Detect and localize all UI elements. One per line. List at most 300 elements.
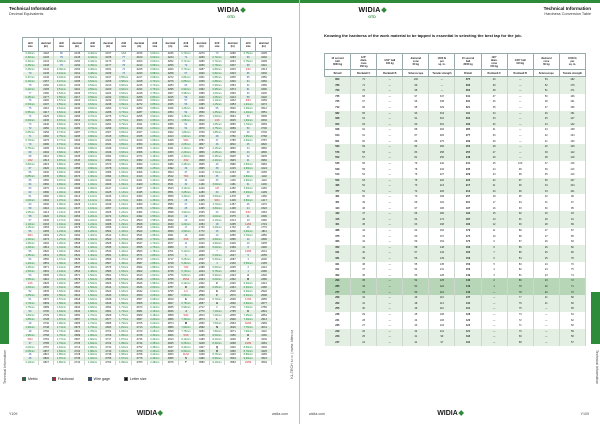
table-cell: 388 xyxy=(325,228,351,234)
table-cell: 29 xyxy=(351,312,377,318)
table-cell: 39 xyxy=(481,83,507,89)
table-cell: 34 xyxy=(533,183,559,189)
table-cell: 182 xyxy=(559,77,585,83)
table-cell: 95 xyxy=(403,105,429,111)
drill-size-cell: 61 xyxy=(23,195,39,199)
decimal-cell: .0280 xyxy=(194,60,210,64)
decimal-cell: .3125 xyxy=(194,334,210,338)
drill-size-cell: 1,80mm xyxy=(178,131,194,135)
drill-size-cell: 4,00mm xyxy=(209,214,225,218)
table-cell: 363 xyxy=(325,239,351,245)
decimal-cell: .0386 xyxy=(100,171,116,175)
decimal-cell: .0311 xyxy=(69,143,85,147)
drill-size-cell: 0,90mm xyxy=(147,111,163,115)
decimal-cell: .0390 xyxy=(38,195,54,199)
decimal-cell: .0472 xyxy=(256,103,272,107)
drill-size-cell: 1,25mm xyxy=(147,167,163,171)
decimal-cell: .0248 xyxy=(69,111,85,115)
drill-size-cell: 0,61mm xyxy=(85,99,101,103)
drill-size-cell: 3,60mm xyxy=(240,199,256,203)
decimal-cell: .2795 xyxy=(225,310,241,314)
drill-size-cell: 24 xyxy=(240,207,256,211)
drill-size-cell: 0,80mm xyxy=(147,95,163,99)
drill-size-cell: 0,67mm xyxy=(116,99,132,103)
table-cell: 745 xyxy=(325,94,351,100)
drill-size-cell: 1,75mm xyxy=(209,127,225,131)
drill-size-cell: 64 xyxy=(240,80,256,84)
table-cell: — xyxy=(377,234,403,240)
drill-size-cell: 1,32mm xyxy=(85,238,101,242)
drill-size-cell: 0,99mm xyxy=(54,183,70,187)
decimal-cell: .0197 xyxy=(100,76,116,80)
drill-size-cell: 0,60mm xyxy=(116,83,132,87)
decimal-cell: .0492 xyxy=(163,167,179,171)
table-cell: 60 xyxy=(559,323,585,329)
decimal-cell: .0433 xyxy=(38,222,54,226)
drill-size-cell: 18 xyxy=(209,222,225,226)
decimal-cell: .0360 xyxy=(256,80,272,84)
drill-size-cell: 1,50mm xyxy=(23,270,39,274)
drill-size-cell: 1,58mm xyxy=(147,218,163,222)
table-cell: 329 xyxy=(429,105,455,111)
decimal-cell: .0433 xyxy=(163,143,179,147)
drill-size-cell: 1,22mm xyxy=(85,218,101,222)
decimal-cell: .0516 xyxy=(69,246,85,250)
decimal-cell: .0756 xyxy=(100,357,116,361)
decimal-cell: .1457 xyxy=(225,203,241,207)
decimal-cell: .0307 xyxy=(225,64,241,68)
decimal-cell: .0323 xyxy=(225,72,241,76)
table-cell: 143 xyxy=(455,284,481,290)
table-cell: 38 xyxy=(533,155,559,161)
table-cell: 97 xyxy=(429,340,455,346)
decimal-cell: .0185 xyxy=(69,80,85,84)
drill-size-cell: 1,30mm xyxy=(147,175,163,179)
decimal-cell: .0906 xyxy=(163,334,179,338)
decimal-cell: .0551 xyxy=(38,262,54,266)
decimal-cell: .0669 xyxy=(256,123,272,127)
decimal-cell: .0886 xyxy=(225,151,241,155)
decimal-cell: .0701 xyxy=(100,330,116,334)
column-subheader: Brinell xyxy=(325,70,351,77)
drill-size-cell: 27 xyxy=(178,203,194,207)
table-cell: 183 xyxy=(455,222,481,228)
decimal-cell: .0453 xyxy=(225,103,241,107)
decimal-cell: .0681 xyxy=(131,310,147,314)
drill-size-cell: 1,52mm xyxy=(85,278,101,282)
drill-size-cell: 0,40mm xyxy=(85,52,101,56)
decimal-cell: .2520 xyxy=(256,290,272,294)
table-cell: 576 xyxy=(325,150,351,156)
table-cell: — xyxy=(377,122,403,128)
decimal-cell: .0200 xyxy=(38,99,54,103)
table-cell: — xyxy=(377,245,403,251)
table-cell: 59 xyxy=(351,144,377,150)
column-header: drill size xyxy=(85,38,101,52)
table-cell: — xyxy=(377,290,403,296)
drill-size-cell: 1,45mm xyxy=(147,199,163,203)
drill-size-cell: 2,20mm xyxy=(178,151,194,155)
decimal-cell: .0382 xyxy=(69,179,85,183)
decimal-cell: .2756 xyxy=(256,306,272,310)
decimal-cell: .0319 xyxy=(69,147,85,151)
drill-size-cell: 1,47mm xyxy=(116,258,132,262)
drill-size-cell: 4,80mm xyxy=(209,238,225,242)
decimal-cell: .0860 xyxy=(256,147,272,151)
drill-size-cell: 1,31mm xyxy=(54,246,70,250)
table-cell: — xyxy=(377,183,403,189)
drill-size-cell: 8,75mm xyxy=(209,353,225,357)
decimal-cell: .0740 xyxy=(100,349,116,353)
drill-size-cell: 0,42mm xyxy=(85,56,101,60)
decimal-cell: .0634 xyxy=(131,286,147,290)
decimal-cell: .0169 xyxy=(69,76,85,80)
drill-size-cell: 1,95mm xyxy=(116,353,132,357)
decimal-cell: .0625 xyxy=(38,282,54,286)
table-cell: 285 xyxy=(455,127,481,133)
table-cell: 83 xyxy=(559,239,585,245)
drill-size-cell: 1,43mm xyxy=(116,250,132,254)
decimal-cell: .3281 xyxy=(256,341,272,345)
decimal-cell: .0764 xyxy=(100,361,116,365)
column-header: decimal (in) xyxy=(131,38,147,52)
drill-size-cell: 0,41mm xyxy=(54,72,70,76)
table-cell: 32 xyxy=(351,295,377,301)
decimal-cell: .0165 xyxy=(38,87,54,91)
decimal-cell: .0670 xyxy=(38,298,54,302)
decimal-cell: .0480 xyxy=(100,218,116,222)
column-header: 1/16" ball 100 kg xyxy=(507,54,533,70)
legend-swatch xyxy=(52,377,56,381)
side-label: Technical Information xyxy=(595,350,599,384)
table-cell: 66 xyxy=(403,211,429,217)
table-cell: — xyxy=(377,295,403,301)
drill-size-cell: 52 xyxy=(23,290,39,294)
table-cell: 241 xyxy=(325,318,351,324)
decimal-cell: .1220 xyxy=(194,187,210,191)
table-cell: 75 xyxy=(403,178,429,184)
drill-size-cell: S xyxy=(178,357,194,361)
table-cell: 179 xyxy=(455,228,481,234)
drill-size-cell: 48 xyxy=(23,330,39,334)
drill-size-cell: 3,70mm xyxy=(209,203,225,207)
table-cell: 352 xyxy=(455,88,481,94)
drill-size-cell: 1,99mm xyxy=(116,361,132,365)
table-cell: 42 xyxy=(533,133,559,139)
drill-size-cell: 5/32 xyxy=(240,210,256,214)
table-cell: 126 xyxy=(559,144,585,150)
footer-url[interactable]: widia.com xyxy=(272,412,288,416)
drill-size-cell: 1,09mm xyxy=(116,183,132,187)
drill-size-cell: 0,60mm xyxy=(23,119,39,123)
table-cell: 42 xyxy=(351,239,377,245)
table-cell: — xyxy=(507,133,533,139)
drill-size-cell: 0,97mm xyxy=(116,159,132,163)
drill-size-cell: 0,45mm xyxy=(85,64,101,68)
table-cell: 110 xyxy=(429,306,455,312)
drill-size-cell: 1,29mm xyxy=(54,242,70,246)
drill-size-cell: 46 xyxy=(23,353,39,357)
table-cell: 65 xyxy=(559,306,585,312)
decimal-cell: .1730 xyxy=(194,226,210,230)
drill-size-cell: 1,85mm xyxy=(209,131,225,135)
drill-size-cell: 5,90mm xyxy=(209,274,225,278)
table-cell: — xyxy=(507,139,533,145)
decimal-cell: .0413 xyxy=(69,195,85,199)
decimal-cell: .0370 xyxy=(194,83,210,87)
decimal-cell: .0520 xyxy=(225,107,241,111)
table-cell: 35 xyxy=(533,178,559,184)
drill-size-cell: 7,00mm xyxy=(240,306,256,310)
decimal-cell: .0135 xyxy=(69,52,85,56)
table-cell: 401 xyxy=(325,222,351,228)
drill-size-cell: 76 xyxy=(23,99,39,103)
column-subheader: Tensile strength xyxy=(429,70,455,77)
table-cell: 128 xyxy=(455,312,481,318)
drill-size-cell: 1,15mm xyxy=(147,151,163,155)
table-cell: 142 xyxy=(559,122,585,128)
decimal-cell: .0346 xyxy=(225,80,241,84)
table-cell: 41 xyxy=(403,334,429,340)
decimal-cell: .0689 xyxy=(225,127,241,131)
decimal-cell: .0780 xyxy=(163,282,179,286)
drill-size-cell: 51 xyxy=(178,127,194,131)
decimal-cell: .0618 xyxy=(131,278,147,282)
table-cell: — xyxy=(481,312,507,318)
decimal-cell: .0587 xyxy=(131,262,147,266)
decimal-cell: .2500 xyxy=(194,290,210,294)
drill-size-cell: 58 xyxy=(23,214,39,218)
decimal-cell: .0244 xyxy=(163,56,179,60)
table-cell: 176 xyxy=(559,83,585,89)
drill-size-cell: 7,30mm xyxy=(178,318,194,322)
table-row xyxy=(23,361,272,365)
decimal-cell: .0433 xyxy=(100,195,116,199)
table-cell: 113 xyxy=(559,167,585,173)
drill-size-cell: 1,10mm xyxy=(23,222,39,226)
drill-size-cell: 0,84mm xyxy=(85,143,101,147)
decimal-cell: .3580 xyxy=(194,361,210,365)
table-cell: 24 xyxy=(481,167,507,173)
column-header: 1000 lb per sq. in. xyxy=(559,54,585,70)
table-cell: 60 xyxy=(403,234,429,240)
drill-size-cell: 0,95mm xyxy=(116,155,132,159)
decimal-cell: .0646 xyxy=(100,302,116,306)
table-cell: 51 xyxy=(533,88,559,94)
table-cell: 39 xyxy=(533,150,559,156)
decimal-cell: .2677 xyxy=(256,302,272,306)
decimal-cell: .0827 xyxy=(38,361,54,365)
drill-size-cell: 1,68mm xyxy=(85,310,101,314)
decimal-cell: .0437 xyxy=(131,187,147,191)
decimal-cell: .0410 xyxy=(194,95,210,99)
table-cell: 50 xyxy=(403,290,429,296)
table-cell: 319 xyxy=(429,111,455,117)
drill-size-cell: 70 xyxy=(23,143,39,147)
decimal-cell: .0886 xyxy=(163,326,179,330)
decimal-cell: .0539 xyxy=(131,238,147,242)
drill-size-cell: 0,92mm xyxy=(85,159,101,163)
table-cell: — xyxy=(377,111,403,117)
drill-size-cell: 1,95mm xyxy=(240,135,256,139)
table-cell: 130 xyxy=(559,139,585,145)
drill-size-cell: 6,50mm xyxy=(178,294,194,298)
drill-size-cell: 21 xyxy=(240,214,256,218)
drill-size-cell: 0,68mm xyxy=(85,111,101,115)
table-cell: 30 xyxy=(351,306,377,312)
drill-size-cell: 0,69mm xyxy=(54,123,70,127)
drill-size-cell: 1,70mm xyxy=(147,238,163,242)
decimal-cell: .0768 xyxy=(38,334,54,338)
table-cell: 88 xyxy=(403,127,429,133)
drill-size-cell: 1,08mm xyxy=(85,191,101,195)
drill-size-cell: 1,41mm xyxy=(116,246,132,250)
decimal-cell: .0938 xyxy=(194,159,210,163)
table-cell: 725 xyxy=(325,99,351,105)
table-cell: — xyxy=(507,144,533,150)
drill-size-cell: 6,10mm xyxy=(178,282,194,286)
drill-size-cell: 1,78mm xyxy=(147,250,163,254)
decimal-cell: .1610 xyxy=(194,218,210,222)
decimal-cell: .0984 xyxy=(256,163,272,167)
brand-logo xyxy=(352,7,392,21)
decimal-cell: .0339 xyxy=(100,147,116,151)
legend-item xyxy=(88,377,110,381)
drill-size-cell: 1,26mm xyxy=(85,226,101,230)
drill-size-cell: 1,19mm xyxy=(54,222,70,226)
decimal-cell: .0280 xyxy=(38,143,54,147)
decimal-cell: .0161 xyxy=(69,72,85,76)
decimal-cell: .0256 xyxy=(163,64,179,68)
table-cell: 96 xyxy=(403,99,429,105)
table-cell: 72 xyxy=(559,278,585,284)
table-cell: 46 xyxy=(403,306,429,312)
decimal-cell: .0244 xyxy=(131,87,147,91)
decimal-cell: .0720 xyxy=(131,330,147,334)
decimal-cell: .2244 xyxy=(194,270,210,274)
decimal-cell: .0768 xyxy=(131,353,147,357)
drill-size-cell: 3,40mm xyxy=(178,195,194,199)
decimal-cell: .0528 xyxy=(100,242,116,246)
legend-label: Metric xyxy=(28,377,38,381)
table-cell: — xyxy=(377,150,403,156)
decimal-cell: .0156 xyxy=(131,52,147,56)
drill-size-cell: 67 xyxy=(23,167,39,171)
drill-size-cell: 8,40mm xyxy=(178,345,194,349)
drill-size-cell: J xyxy=(178,310,194,314)
table-cell: 95 xyxy=(559,206,585,212)
decimal-cell: .2953 xyxy=(225,322,241,326)
table-cell: 81 xyxy=(403,155,429,161)
drill-size-cell: 7/32 xyxy=(178,266,194,270)
decimal-cell: .0461 xyxy=(131,199,147,203)
drill-size-cell: 0,69mm xyxy=(116,103,132,107)
drill-size-cell: 1,71mm xyxy=(54,326,70,330)
table-cell: 415 xyxy=(325,217,351,223)
table-cell: 99 xyxy=(559,194,585,200)
table-cell: 57 xyxy=(403,250,429,256)
table-cell: 217 xyxy=(455,183,481,189)
table-cell: 45 xyxy=(533,116,559,122)
table-cell: — xyxy=(481,334,507,340)
footer-url[interactable]: widia.com xyxy=(309,412,325,416)
drill-size-cell: 1,65mm xyxy=(116,294,132,298)
decimal-cell: .0700 xyxy=(256,127,272,131)
drill-size-cell: 13 xyxy=(209,234,225,238)
drill-size-cell: 1,02mm xyxy=(85,179,101,183)
table-cell: — xyxy=(377,99,403,105)
drill-size-cell: 0,66mm xyxy=(147,68,163,72)
decimal-cell: .0760 xyxy=(131,349,147,353)
table-cell: 72 xyxy=(403,189,429,195)
table-cell: 15 xyxy=(481,211,507,217)
decimal-cell: .0200 xyxy=(131,60,147,64)
decimal-cell: .0579 xyxy=(131,258,147,262)
table-cell: 269 xyxy=(325,295,351,301)
decimal-cell: .0846 xyxy=(225,147,241,151)
drill-size-cell: 5,30mm xyxy=(209,258,225,262)
table-cell: — xyxy=(481,323,507,329)
table-cell: 76 xyxy=(507,301,533,307)
decimal-cell: .2067 xyxy=(194,258,210,262)
decimal-cell: .0374 xyxy=(225,87,241,91)
drill-size-cell: 0,75mm xyxy=(147,87,163,91)
decimal-cell: .3248 xyxy=(194,341,210,345)
decimal-cell: .0709 xyxy=(194,131,210,135)
drill-size-cell: 2,38mm xyxy=(147,345,163,349)
table-cell: 89 xyxy=(507,228,533,234)
drill-size-cell: 0,65mm xyxy=(23,131,39,135)
decimal-cell: .0602 xyxy=(69,290,85,294)
table-cell: 55 xyxy=(403,262,429,268)
drill-size-cell: 4,10mm xyxy=(209,218,225,222)
drill-size-cell: 0,63mm xyxy=(116,91,132,95)
column-subheader: Rockwell C xyxy=(481,70,507,77)
table-cell: — xyxy=(377,312,403,318)
drill-size-cell: 1,86mm xyxy=(85,345,101,349)
table-cell: — xyxy=(377,334,403,340)
drill-size-cell: 2,45mm xyxy=(178,163,194,167)
decimal-cell: .0272 xyxy=(131,103,147,107)
decimal-cell: .2969 xyxy=(256,322,272,326)
decimal-cell: .0445 xyxy=(69,210,85,214)
column-header: 10 second ball 3000 kg xyxy=(455,54,481,70)
decimal-cell: .0587 xyxy=(69,282,85,286)
drill-size-cell: 0,73mm xyxy=(54,131,70,135)
table-cell: 56 xyxy=(403,256,429,262)
table-cell: 82 xyxy=(507,267,533,273)
decimal-cell: .0610 xyxy=(69,294,85,298)
table-cell: 28 xyxy=(351,318,377,324)
decimal-cell: .0390 xyxy=(69,183,85,187)
drill-size-cell: 1,45mm xyxy=(178,115,194,119)
drill-size-cell: 0,67mm xyxy=(54,119,70,123)
decimal-cell: .0210 xyxy=(38,107,54,111)
table-cell: 186 xyxy=(429,206,455,212)
drill-size-cell: 0,57mm xyxy=(54,99,70,103)
table-cell: 35 xyxy=(351,278,377,284)
drill-size-cell: 0,46mm xyxy=(85,68,101,72)
table-cell: — xyxy=(507,77,533,83)
table-cell: 118 xyxy=(455,334,481,340)
drill-size-cell: 6,25mm xyxy=(209,286,225,290)
decimal-cell: .0665 xyxy=(131,302,147,306)
table-cell: 90 xyxy=(507,222,533,228)
decimal-cell: .1875 xyxy=(194,238,210,242)
side-tab xyxy=(591,292,600,344)
drill-size-cell: 43 xyxy=(240,151,256,155)
drill-size-cell: 1/8 xyxy=(209,187,225,191)
